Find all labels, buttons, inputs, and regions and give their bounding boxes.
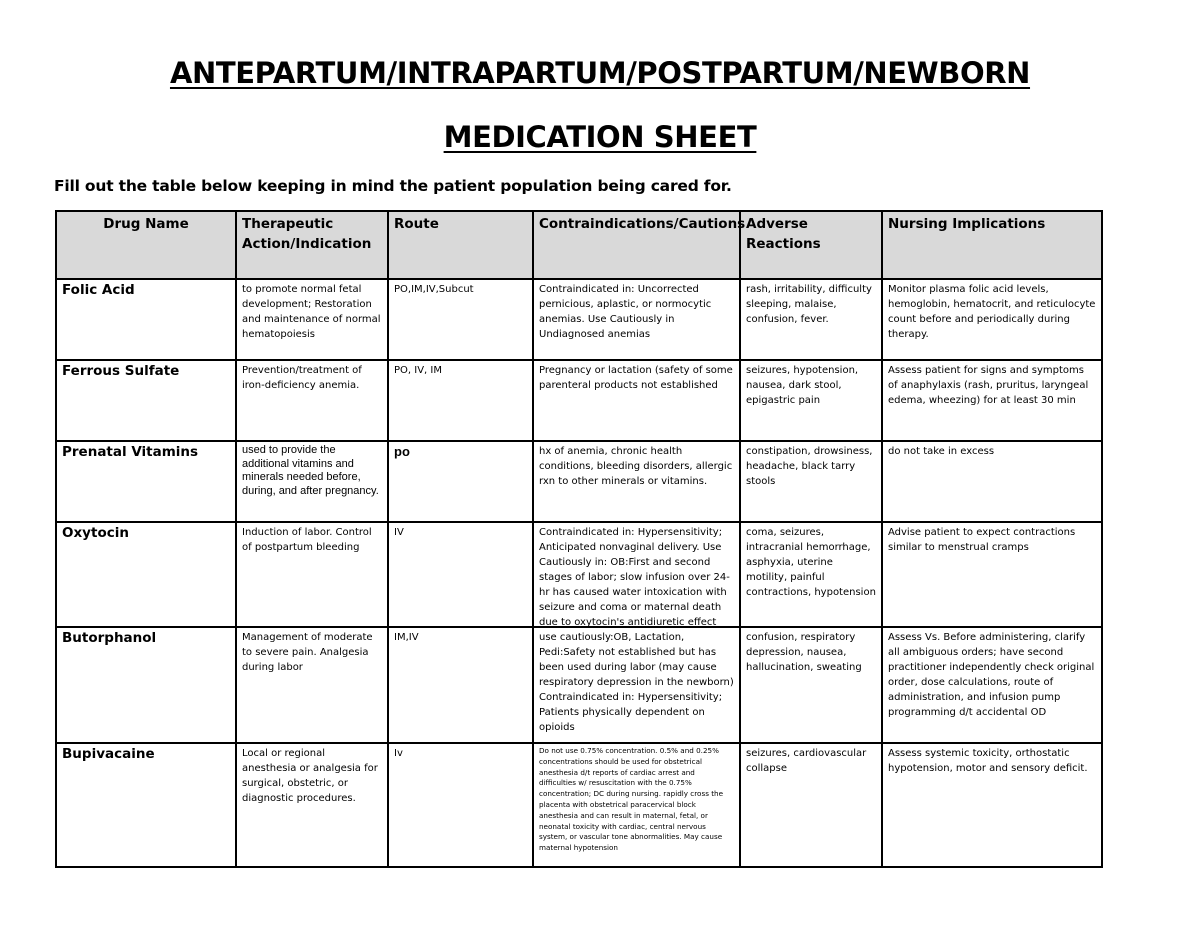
adverse-reactions-cell: seizures, cardiovascular collapse xyxy=(740,743,882,867)
contraindications-cell: Contraindicated in: Uncorrected pernicious, aplastic, or normocytic anemias. Use Cautiously in Undiagnosed anemias xyxy=(533,279,740,360)
contraindications-text: use cautiously:OB, Lactation, Pedi:Safety not established but has been used during labor (may cause respiratory depression in the newborn) Contraindicated in: Hypersensitivity; Patients physically dependent on opioids xyxy=(539,632,734,733)
header-adverse-reactions: Adverse Reactions xyxy=(740,211,882,279)
drug-name-cell: Butorphanol xyxy=(56,627,236,743)
adverse-reactions-cell: seizures, hypotension, nausea, dark stool, epigastric pain xyxy=(740,360,882,441)
adverse-reactions-cell: rash, irritability, difficulty sleeping, malaise, confusion, fever. xyxy=(740,279,882,360)
route-cell: PO,IM,IV,Subcut xyxy=(388,279,533,360)
header-therapeutic-action: Therapeutic Action/Indication xyxy=(236,211,388,279)
contraindications-cell: hx of anemia, chronic health conditions, bleeding disorders, allergic rxn to other minerals or vitamins. xyxy=(533,441,740,522)
drug-name-cell: Oxytocin xyxy=(56,522,236,627)
medication-table xyxy=(55,210,1103,868)
contraindications-cell: Do not use 0.75% concentration. 0.5% and 0.25% concentrations should be used for obstetrical anesthesia d/t reports of cardiac arrest and difficulties w/ resuscitation with the 0.75% concentration; DC during nursing. rapidly cross the placenta with obstetrical paracervical block anesthesia and can result in maternal, fetal, or neonatal toxicity with cardiac, central nervous system, or vascular tone abnormalities. May cause maternal hypotension xyxy=(533,743,740,867)
drug-name-cell: Ferrous Sulfate xyxy=(56,360,236,441)
header-contraindications: Contraindications/Cautions xyxy=(533,211,740,279)
adverse-reactions-cell: coma, seizures, intracranial hemorrhage, asphyxia, uterine motility, painful contractions, hypotension xyxy=(740,522,882,627)
route-cell: IM,IV xyxy=(388,627,533,743)
document-title: ANTEPARTUM/INTRAPARTUM/POSTPARTUM/NEWBORN xyxy=(169,56,1031,90)
route-cell: Iv xyxy=(388,743,533,867)
route-cell: PO, IV, IM xyxy=(388,360,533,441)
contraindications-cell xyxy=(533,627,740,743)
table-row xyxy=(56,743,1102,867)
adverse-reactions-cell: confusion, respiratory depression, nausea, hallucination, sweating xyxy=(740,627,882,743)
drug-name-cell: Prenatal Vitamins xyxy=(56,441,236,522)
drug-name-cell: Bupivacaine xyxy=(56,743,236,867)
header-drug-name: Drug Name xyxy=(56,211,236,279)
action-cell: Induction of labor. Control of postpartum bleeding xyxy=(236,522,388,627)
nursing-implications-cell: Assess systemic toxicity, orthostatic hypotension, motor and sensory deficit. xyxy=(882,743,1102,867)
contraindications-text: Contraindicated in: Hypersensitivity; Anticipated nonvaginal delivery. Use Cautiously in: OB:First and second stages of labor; slow infusion over 24-hr has caused water intoxication with seizure and coma or maternal death due to oxytocin's antidiuretic effect xyxy=(539,527,730,628)
action-cell: to promote normal fetal development; Restoration and maintenance of normal hematopoiesis xyxy=(236,279,388,360)
drug-name-cell: Folic Acid xyxy=(56,279,236,360)
adverse-reactions-cell: constipation, drowsiness, headache, black tarry stools xyxy=(740,441,882,522)
nursing-implications-cell: Monitor plasma folic acid levels, hemoglobin, hematocrit, and reticulocyte count before and periodically during therapy. xyxy=(882,279,1102,360)
table-row xyxy=(56,441,1102,522)
nursing-implications-cell: Assess patient for signs and symptoms of anaphylaxis (rash, pruritus, laryngeal edema, wheezing) for at least 30 min xyxy=(882,360,1102,441)
action-cell: Local or regional anesthesia or analgesia for surgical, obstetric, or diagnostic procedures. xyxy=(236,743,388,867)
nursing-implications-cell: Assess Vs. Before administering, clarify all ambiguous orders; have second practitioner independently check original order, dose calculations, route of administration, and infusion pump programming d/t accidental OD xyxy=(882,627,1102,743)
route-cell: IV xyxy=(388,522,533,627)
table-row xyxy=(56,627,1102,743)
instructions-text: Fill out the table below keeping in mind the patient population being cared for. xyxy=(54,177,732,195)
table-row xyxy=(56,360,1102,441)
nursing-implications-cell: do not take in excess xyxy=(882,441,1102,522)
action-cell: Management of moderate to severe pain. Analgesia during labor xyxy=(236,627,388,743)
table-row xyxy=(56,279,1102,360)
nursing-implications-cell: Advise patient to expect contractions similar to menstrual cramps xyxy=(882,522,1102,627)
action-cell: Prevention/treatment of iron-deficiency anemia. xyxy=(236,360,388,441)
contraindications-cell xyxy=(533,522,740,627)
action-cell: used to provide the additional vitamins and minerals needed before, during, and after pregnancy. xyxy=(236,441,388,522)
header-nursing-implications: Nursing Implications xyxy=(882,211,1102,279)
document-subtitle: MEDICATION SHEET xyxy=(443,120,757,154)
route-cell: po xyxy=(388,441,533,522)
table-row xyxy=(56,522,1102,627)
contraindications-cell: Pregnancy or lactation (safety of some parenteral products not established xyxy=(533,360,740,441)
table-header-row xyxy=(56,211,1102,279)
header-route: Route xyxy=(388,211,533,279)
